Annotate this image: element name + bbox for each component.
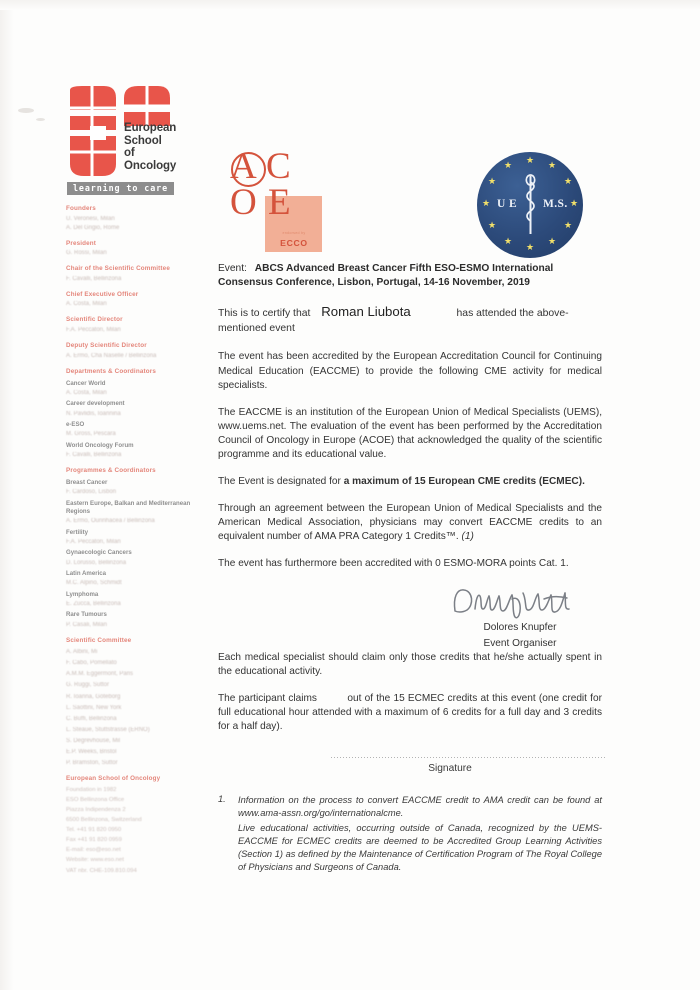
signature-dotted-line <box>330 757 605 758</box>
participant-claims-prefix: The participant claims <box>218 692 317 704</box>
event-line <box>218 262 602 290</box>
eso-tagline: learning to care <box>67 182 174 195</box>
uems-star-icon: ★ <box>570 198 579 208</box>
designation-prefix: The Event is designated for <box>218 476 341 488</box>
sidebar-contact-line: Foundation in 1982 <box>66 786 117 793</box>
sidebar-person: F.A. Peccatori, Milan <box>66 326 121 333</box>
sidebar-heading-scientific-director: Scientific Director <box>66 316 123 324</box>
sidebar-contact-line: Website: www.eso.net <box>66 857 124 864</box>
sidebar-entry-person: A. Ermo, Ourinhacea / Bellinzona <box>66 518 155 525</box>
uems-star-icon: ★ <box>504 160 513 170</box>
sidebar-heading-founders: Founders <box>66 205 96 212</box>
uems-star-icon: ★ <box>548 160 557 170</box>
sidebar-contact-line: 6500 Bellinzona, Switzerland <box>66 817 142 824</box>
uems-logo <box>477 152 583 258</box>
sidebar-contact-line: Tel. +41 91 820 0950 <box>66 827 122 834</box>
paragraph-esmo-mora: The event has furthermore been accredited with 0 ESMO-MORA points Cat. 1. <box>218 558 569 570</box>
sidebar-person: U. Veronesi, Milan <box>66 215 115 222</box>
eso-logo <box>66 84 186 196</box>
sidebar <box>66 84 192 875</box>
sidebar-person: F. Cavalli, Bellinzona <box>66 275 122 282</box>
sidebar-heading-president: President <box>66 239 97 247</box>
sidebar-entry-name: Lymphoma <box>66 590 99 598</box>
uems-star-icon: ★ <box>526 155 535 165</box>
sidebar-committee-member: L. Steaue, Stuttstrasse (ERNO) <box>66 726 150 733</box>
scan-edge-left <box>0 0 14 990</box>
sidebar-entry-person: M. Gross, Pescara <box>66 431 116 438</box>
paragraph-ama-footnote-ref: (1) <box>461 531 474 543</box>
uems-text-ms: M.S. <box>543 198 568 210</box>
sidebar-entry-person: F.A. Peccatori, Milan <box>66 538 121 545</box>
sidebar-entry-person: F. Cardoso, Lisbon <box>66 489 117 496</box>
sidebar-entry-person: F. Cavalli, Bellinzona <box>66 451 122 458</box>
scan-edge-top <box>0 0 700 10</box>
certify-prefix: This is to certify that <box>218 308 311 320</box>
footnote-line-2: Live educational activities, occurring outside of Canada, recognized by the UEMS-EACCME for ECMEC credits are deemed to be Accredited Group Learning Activities (Section 1) as defined by the Maintenance of Certification Program of The Royal College of Physicians and Surgeons of Canada. <box>238 822 602 873</box>
sidebar-committee-member: L. Saottini, New York <box>66 704 122 711</box>
sidebar-committee-member: F. Cabo, Pomellato <box>66 660 117 667</box>
sidebar-entry-person: A. Costa, Milan <box>66 389 107 396</box>
footnote-body <box>238 794 602 875</box>
signature-caption: Signature <box>428 763 472 774</box>
sidebar-heading-chair-scientific-committee: Chair of the Scientific Committee <box>66 265 170 273</box>
sidebar-contact-line: ESO Bellinzona Office <box>66 796 125 803</box>
rod-of-asclepius-icon <box>521 174 540 236</box>
sidebar-committee-member: E.P. Weeks, Bristol <box>66 749 117 756</box>
uems-star-icon: ★ <box>488 220 497 230</box>
eso-word-school: School <box>124 134 162 147</box>
acoe-letter-e: E <box>268 182 291 223</box>
sidebar-heading-deputy-scientific-director: Deputy Scientific Director <box>66 341 147 349</box>
sidebar-heading-programmes: Programmes & Coordinators <box>66 466 156 474</box>
sidebar-entry-person: M.C. Alpino, Schmidt <box>66 580 122 587</box>
uems-star-icon: ★ <box>488 176 497 186</box>
sidebar-entry-name: World Oncology Forum <box>66 441 134 449</box>
eso-word-european: European <box>124 122 177 134</box>
acoe-ecco-label: ECCO <box>280 238 308 248</box>
designation-credits: a maximum of 15 European CME credits (ECMEC). <box>343 476 585 488</box>
sidebar-person: G. Rossi, Milan <box>66 250 107 257</box>
sidebar-sections <box>66 205 192 875</box>
paragraph-claim: Each medical specialist should claim only those credits that he/she actually spent in the educational activity. <box>218 651 602 677</box>
certify-suffix: has attended the above-mentioned event <box>218 308 569 335</box>
event-title: ABCS Advanced Breast Cancer Fifth ESO-ESMO International Consensus Conference, Lisbon, Portugal, 14-16 November, 2019 <box>218 263 554 289</box>
sidebar-contact-line: VAT nbr. CHE-109.810.094 <box>66 867 137 874</box>
acoe-logo <box>228 146 328 252</box>
paragraph-eaccme: The EACCME is an institution of the European Union of Medical Specialists (UEMS), www.uems.net. The evaluation of the event has been performed by the Accreditation Council of Oncology in Europe (ACOE) that acknowledged the quality of the scientific programme and its educational value. <box>218 406 602 460</box>
sidebar-entry-name: Cancer World <box>66 379 106 387</box>
organiser-role: Event Organiser <box>483 638 557 649</box>
uems-text-ue: U E <box>497 198 518 210</box>
paragraph-participant-claims <box>218 692 602 734</box>
sidebar-entry-person: D. Lorusso, Bellinzona <box>66 559 127 566</box>
sidebar-contact-line: Fax +41 91 820 0959 <box>66 837 122 844</box>
footnote-number: 1. <box>218 794 226 804</box>
footnote <box>218 794 602 875</box>
sidebar-entry-name: Breast Cancer <box>66 478 108 486</box>
paragraph-designation <box>218 475 602 489</box>
sidebar-heading-contact: European School of Oncology <box>66 775 161 783</box>
organiser-name: Dolores Knupfer <box>483 622 557 633</box>
eso-logo-words <box>124 122 176 172</box>
scan-speck <box>36 118 45 121</box>
organiser-signature-block <box>430 583 610 651</box>
sidebar-contact-line: Piazza Indipendenza 2 <box>66 807 126 814</box>
sidebar-person: A. Del Grigio, Rome <box>66 224 120 231</box>
sidebar-committee-member: C. Buffi, Bellinzona <box>66 715 117 722</box>
sidebar-person: A. Costa, Milan <box>66 301 107 308</box>
participant-signature-area <box>330 757 620 774</box>
uems-star-icon: ★ <box>482 198 491 208</box>
event-label: Event: <box>218 263 247 274</box>
sidebar-entry-person: N. Pavlidis, Ioannina <box>66 410 121 417</box>
certify-line <box>218 304 602 336</box>
handwritten-signature-icon <box>445 583 595 619</box>
eso-word-oncology: Oncology <box>124 159 177 172</box>
sidebar-entry-name: Rare Tumours <box>66 611 107 619</box>
sidebar-committee-member: G. Ruggi, Suttor <box>66 682 110 689</box>
sidebar-heading-ceo: Chief Executive Officer <box>66 290 139 298</box>
sidebar-committee-member: S. Degrevhouse, Mil <box>66 737 121 744</box>
uems-star-icon: ★ <box>504 236 513 246</box>
uems-star-icon: ★ <box>564 220 573 230</box>
participant-name: Roman Liubota <box>321 304 411 320</box>
sidebar-entry-name: e-ESO <box>66 420 85 428</box>
sidebar-committee-member: A.M.M. Eggermont, Paris <box>66 671 134 678</box>
sidebar-committee-member: P. Bramston, Suttor <box>66 760 118 767</box>
sidebar-entry-name: Gynaecologic Cancers <box>66 549 132 557</box>
sidebar-heading-departments: Departments & Coordinators <box>66 367 156 375</box>
acoe-letter-a: A <box>230 146 257 187</box>
participant-claims-suffix: out of the 15 ECMEC credits at this event (one credit for full educational hour attended with a maximum of 6 credits for a full day and 3 credits for a half day). <box>218 692 602 732</box>
sidebar-heading-scientific-committee: Scientific Committee <box>66 636 132 644</box>
paragraph-accreditation: The event has been accredited by the European Accreditation Council for Continuing Medical Education (EACCME) to provide the following CME activity for medical specialists. <box>218 351 602 391</box>
uems-star-icon: ★ <box>526 242 535 252</box>
certificate-body <box>218 262 602 747</box>
sidebar-committee-member: A. Albini, Mi <box>66 649 98 656</box>
paragraph-ama <box>218 502 602 544</box>
uems-star-icon: ★ <box>548 236 557 246</box>
footnote-line-1: Information on the process to convert EACCME credit to AMA credit can be found at www.ama-assn.org/go/internationalcme. <box>238 795 602 819</box>
sidebar-contact-line: E-mail: eso@eso.net <box>66 847 121 854</box>
sidebar-entry-name: Fertility <box>66 528 89 536</box>
sidebar-person: A. Ermo, Cha Naselle / Bellinzona <box>66 352 157 359</box>
sidebar-committee-member: R. Ioanna, Göteborg <box>66 693 121 700</box>
sidebar-entry-name: Eastern Europe, Balkan and Mediterranean Regions <box>66 499 191 515</box>
sidebar-entry-name: Career development <box>66 400 125 408</box>
sidebar-entry-person: E. Zucca, Bellinzona <box>66 600 121 607</box>
acoe-letter-o: O <box>230 182 257 223</box>
eso-word-of: of <box>124 147 135 160</box>
sidebar-entry-person: P. Casali, Milan <box>66 621 107 628</box>
scan-speck <box>18 108 34 113</box>
acoe-letter-c: C <box>266 146 291 187</box>
paragraph-ama-text: Through an agreement between the European Union of Medical Specialists and the American Medical Association, physicians may convert EACCME credits to an equivalent number of AMA PRA Category 1 Credits™. <box>218 503 602 543</box>
uems-star-icon: ★ <box>564 176 573 186</box>
acoe-micro-text: endorsed by <box>282 231 306 235</box>
sidebar-entry-name: Latin America <box>66 569 107 577</box>
